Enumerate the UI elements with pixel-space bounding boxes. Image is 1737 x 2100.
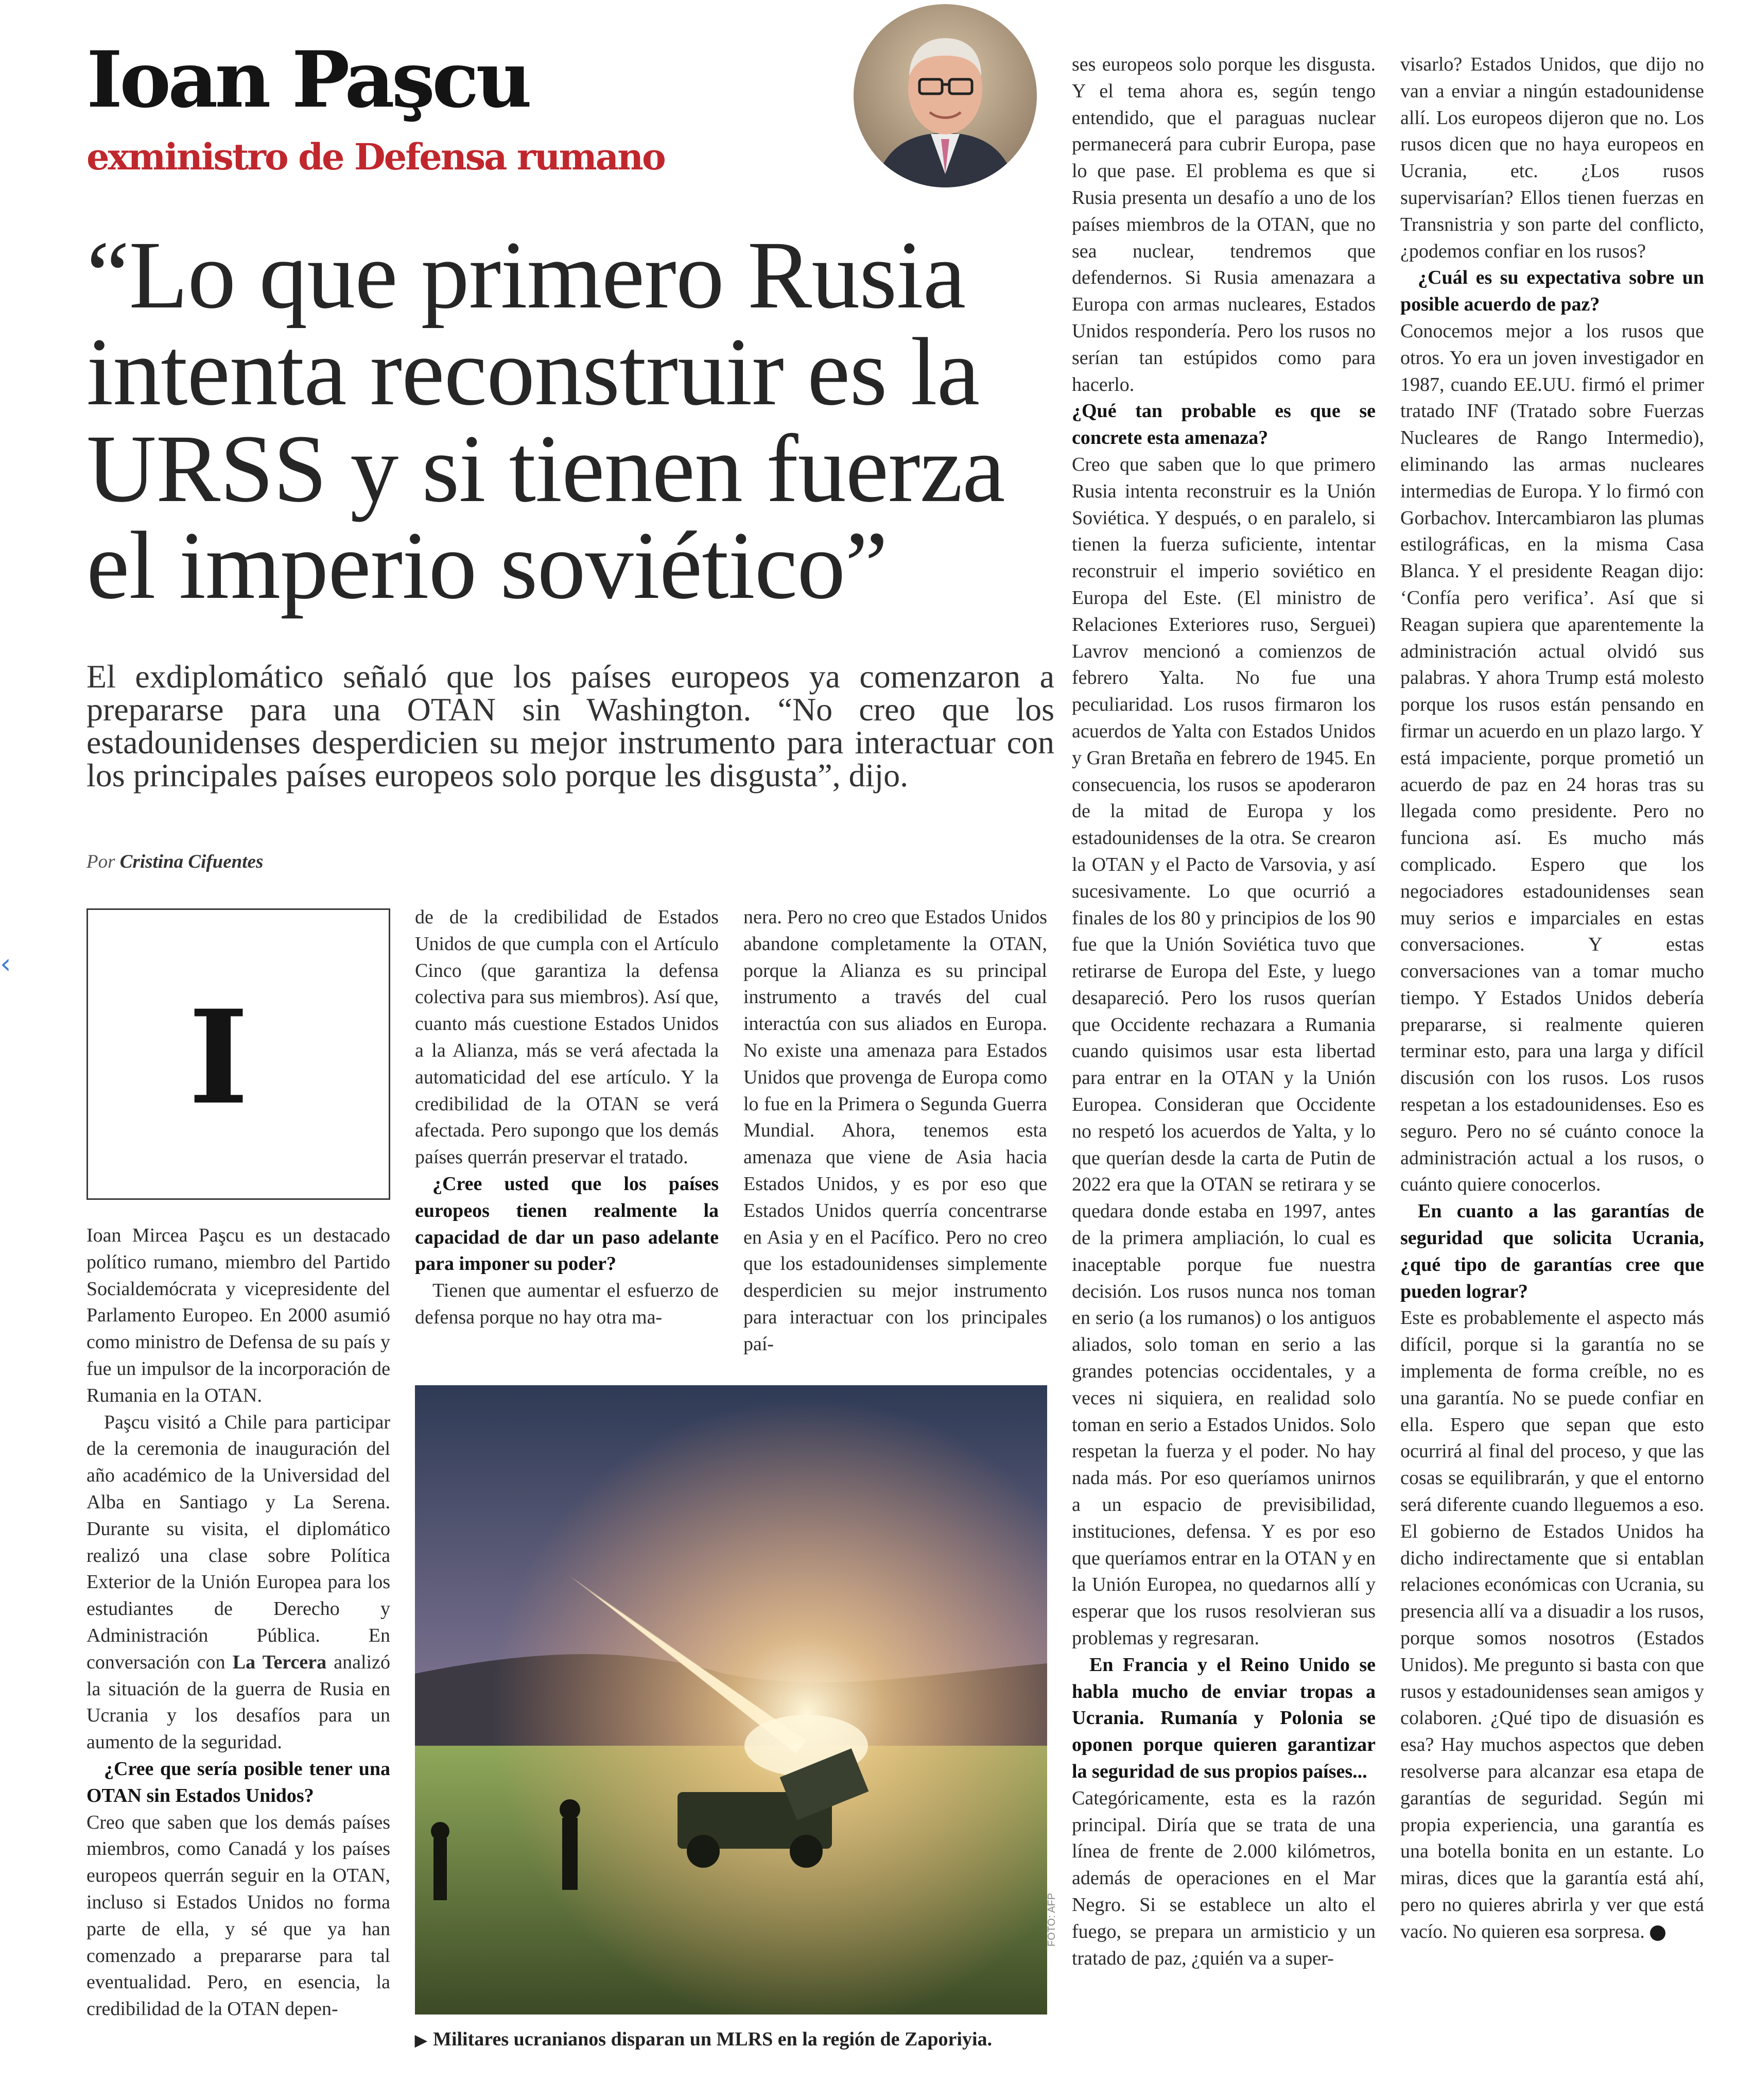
byline-prefix: Por <box>86 851 115 872</box>
text-run: Este es probablemente el aspecto más difícil, porque si la garantía no se implementa de forma creíble, no es una garantía. No se puede confiar en ella. Espero que sepan que esto ocurrirá al final del proceso, y que las cosas se equilibrarán, y que el entorno será diferente cuando lleguemos a eso. El gobierno de Estados Unidos ha dicho indirectamente que si entablan relaciones económicas con Ucrania, su presencia allí va a disuadir a los rusos, porque somos nosotros (Estados Unidos). Me pregunto si basta con que rusos y estadounidenses sean amigos y colaboren. ¿Qué tipo de disuasión es esa? Hay muchos aspectos que deben resolverse para alcanzar esa etapa de garantías de seguridad. Según mi propia experiencia, una garantía es una botella bonita en un estante. Lo miras, dices que la garantía está ahí, pero no quieres abrirla y ver que está vacío. No quieren esa sorpresa. <box>1400 1307 1704 1942</box>
headline <box>86 221 1054 619</box>
interview-answer: Tienen que aumentar el esfuerzo de defensa porque no hay otra ma- <box>415 1280 719 1328</box>
article-column-4 <box>1072 51 1376 1972</box>
text-run: analizó la situación de la guerra de Rusia en Ucrania y los desafíos para un aumento de la seguridad. <box>86 1651 391 1753</box>
dropcap: I <box>188 982 249 1133</box>
paragraph: Ioan Mircea Paşcu es un destacado político rumano, miembro del Partido Socialdemócrata y vicepresidente del Parlamento Europeo. En 2000 asumió como ministro de Defensa de su país y fue un impulsor de la incorporación de Rumania en la OTAN. <box>86 1225 390 1406</box>
interview-question: ¿Cree usted que los países europeos tienen realmente la capacidad de dar un paso adelante para imponer su poder? <box>415 1173 719 1275</box>
photo-caption <box>415 2028 992 2051</box>
interviewee-name: Ioan Paşcu <box>86 35 529 125</box>
article-column-5 <box>1400 51 1704 1946</box>
end-of-article-icon <box>1650 1925 1665 1941</box>
paragraph: visarlo? Estados Unidos, que dijo no van a enviar a ningún estadounidense allí. Los europeos dijeron que no. Los rusos dicen que no haya europeos en Ucrania, etc. ¿Los rusos supervisarían? Ellos tienen fuerzas en Transnistria y son parte del conflicto, ¿podemos confiar en los rusos? <box>1400 54 1704 262</box>
interviewee-portrait <box>854 4 1037 187</box>
text-run: Paşcu visitó a Chile para participar de la ceremonia de inauguración del año académico de la Universidad del Alba en Santiago y La Serena. Durante su visita, el diplomático realizó una clase sobre Política Exterior de la Unión Europea para los estudiantes de Derecho y Administración Pública. En conversación con <box>86 1411 390 1673</box>
photo-credit: FOTO: AFP <box>1046 1892 1057 1947</box>
paragraph: nera. Pero no creo que Estados Unidos abandone completamente la OTAN, porque la Alianza es su principal instrumento a través del cual interactúa con sus aliados en Europa. No existe una amenaza para Estados Unidos que provenga de Europa como lo fue en la Primera o Segunda Guerra Mundial. Ahora, tenemos esta amenaza que viene de Asia hacia Estados Unidos, y es por eso que Estados Unidos querría concentrarse en Asia y en el Pacífico. Pero no creo que los estadounidenses simplemente desperdicien su mejor instrumento para interactuar con los principales paí- <box>743 906 1047 1355</box>
interview-answer <box>1400 1305 1704 1945</box>
caption-triangle-icon: ▶ <box>415 2032 427 2049</box>
interview-question: ¿Cree que sería posible tener una OTAN sin Estados Unidos? <box>86 1758 390 1806</box>
byline <box>86 851 263 873</box>
paragraph <box>86 1409 390 1756</box>
article-column-1 <box>86 1223 390 2023</box>
previous-page-arrow-icon[interactable]: ‹ <box>0 948 11 980</box>
article-column-3 <box>743 904 1047 1358</box>
interview-question: ¿Qué tan probable es que se concrete esta amenaza? <box>1072 400 1376 449</box>
interview-answer: Creo que saben que lo que primero Rusia intenta reconstruir es la Unión Soviética. Y después, o en paralelo, si tienen la fuerza suficiente, intentar reconstruir el imperio soviético en Europa del Este. (El ministro de Relaciones Exteriores ruso, Serguei) Lavrov mencionó a comienzos de febrero Yalta. No fue una peculiaridad. Los rusos firmaron los acuerdos de Yalta con Estados Unidos y Gran Bretaña en febrero de 1945. En consecuencia, los rusos se apoderaron de la mitad de Europa y los estadounidenses de la otra. Se crearon la OTAN y el Pacto de Varsovia, y así sucesivamente. Lo que ocurrió a finales de los 80 y principios de los 90 fue que la Unión Soviética tuvo que retirarse de Europa del Este, y luego desapareció. Pero los rusos querían que Occidente rechazara a Rumania cuando quisimos usar esta libertad para entrar en la OTAN y la Unión Europea. Consideran que Occidente no respetó los acuerdos de Yalta, y lo que querían desde la carta de Putin de 2022 era que la OTAN se retirara y se quedara donde estaba en 1997, antes de la primera ampliación, lo cual es inaceptable porque fue nuestra decisión. Los rusos nunca nos toman en serio (a los rumanos) o los antiguos aliados, solo toman en serio a las grandes potencias occidentales, y a veces ni siquiera, en realidad solo toman en serio a Estados Unidos. Solo respetan la fuerza y el poder. No hay nada más. Por eso queríamos unirnos a un espacio de previsibilidad, instituciones, defensa. Y es por eso que queríamos entrar en la OTAN y en la Unión Europea, no quedarnos allí y esperar que los rusos resolvieran sus problemas y regresaran. <box>1072 453 1376 1649</box>
paragraph: de de la credibilidad de Estados Unidos de que cumpla con el Artículo Cinco (que garantiza la defensa colectiva para sus miembros). Así que, cuanto más cuestione Estados Unidos a la Alianza, más se verá afectada la automaticidad del ese artículo. Y la credibilidad de la OTAN se verá afectada. Pero supongo que los demás países querrán preservar el tratado. <box>415 906 719 1168</box>
headline-line: intenta reconstruir es la <box>86 318 980 425</box>
byline-author: Cristina Cifuentes <box>119 851 264 872</box>
headline-line: URSS y si tienen fuerza <box>86 415 1005 522</box>
interview-answer: Categóricamente, esta es la razón principal. Diría que se trata de una línea de frente de 2.000 kilómetros, además de operaciones en el Mar Negro. Si se establece un alto el fuego, se prepara un armisticio y un tratado de paz, ¿quién va a super- <box>1072 1787 1376 1969</box>
interview-question: En cuanto a las garantías de seguridad que solicita Ucrania, ¿qué tipo de garantías cree que pueden lograr? <box>1400 1200 1704 1302</box>
headline-line: el imperio soviético” <box>86 511 888 619</box>
rocket-launch-photo <box>415 1385 1047 2015</box>
interviewee-role: exministro de Defensa rumano <box>86 135 665 178</box>
interview-question: ¿Cuál es su expectativa sobre un posible acuerdo de paz? <box>1400 267 1704 316</box>
newspaper-name: La Tercera <box>232 1651 327 1673</box>
interview-answer: Creo que saben que los demás países miembros, como Canadá y los países europeos querrán seguir en la OTAN, incluso si Estados Unidos no forma parte de ella, y sé que ya han comenzado a prepararse para tal eventualidad. Pero, en esencia, la credibilidad de la OTAN depen- <box>86 1811 390 2020</box>
interview-answer: Conocemos mejor a los rusos que otros. Yo era un joven investigador en 1987, cuando EE.UU. firmó el primer tratado INF (Tratado sobre Fuerzas Nucleares de Rango Intermedio), eliminando las armas nucleares intermedias de Europa. Y lo firmó con Gorbachov. Intercambiaron las plumas estilográficas, en la misma Casa Blanca. Y el presidente Reagan dijo: ‘Confía pero verifica’. Así que si Reagan supiera que aparentemente la administración actual olvidó sus palabras. Y ahora Trump está molesto porque los rusos están pensando en firmar un acuerdo en un plazo largo. Y está impaciente, porque prometió un acuerdo de paz en 24 horas tras su llegada como presidente. Pero no funciona así. Es mucho más complicado. Espero que los negociadores estadounidenses sean muy serios e imparciales en estas conversaciones. Y estas conversaciones van a tomar mucho tiempo. Y Estados Unidos debería prepararse, si realmente quieren terminar esto, para una larga y difícil discusión con los rusos. Los rusos respetan a los estadounidenses. Eso es seguro. Pero no sé cuánto conoce la administración actual a los rusos, o cuánto quiere conocerlos. <box>1400 320 1704 1196</box>
lede: El exdiplomático señaló que los países europeos ya comenzaron a prepararse para una OTAN sin Washington. “No creo que los estadounidenses desperdicien su mejor instrumento para interactuar con los principales países europeos solo porque les disgusta”, dijo. <box>86 658 1054 794</box>
paragraph: ses europeos solo porque les disgusta. Y el tema ahora es, según tengo entendido, que el paraguas nuclear permanecerá para cubrir Europa, pase lo que pase. El problema es que si Rusia presenta un desafío a uno de los países miembros de la OTAN, que no sea nuclear, tendremos que defendernos. Si Rusia amenazara a Europa con armas nucleares, Estados Unidos respondería. Pero los rusos no serían tan estúpidos como para hacerlo. <box>1072 54 1376 395</box>
photo-caption-text: Militares ucranianos disparan un MLRS en la región de Zaporiyia. <box>433 2028 993 2050</box>
interview-question: En Francia y el Reino Unido se habla mucho de enviar tropas a Ucrania. Rumanía y Polonia se oponen porque quieren garantizar la seguridad de sus propios países... <box>1072 1654 1376 1782</box>
article-column-2 <box>415 904 719 1331</box>
headline-line: “Lo que primero Rusia <box>86 221 966 329</box>
